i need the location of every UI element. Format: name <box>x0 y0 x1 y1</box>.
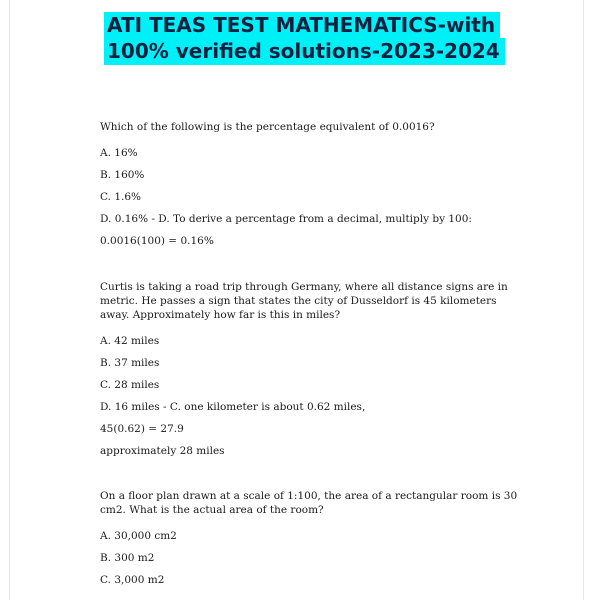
work-2a: 45(0.62) = 27.9 <box>100 423 184 435</box>
option-1c: C. 1.6% <box>100 191 142 203</box>
option-2c: C. 28 miles <box>100 379 160 391</box>
option-1b: B. 160% <box>100 169 145 181</box>
option-2b: B. 37 miles <box>100 357 160 369</box>
option-1a: A. 16% <box>100 147 138 159</box>
option-3c: C. 3,000 m2 <box>100 574 165 586</box>
question-block-3 <box>100 489 520 587</box>
title-line-1: ATI TEAS TEST MATHEMATICS-with <box>104 12 500 39</box>
page-edge-right <box>583 0 584 600</box>
document-title <box>104 12 505 64</box>
page-edge-left <box>9 0 10 600</box>
question-text-2: Curtis is taking a road trip through Germany, where all distance signs are in metric. He passes a sign that states the city of Dusseldorf is 45 kilometers away. Approximately how far is this in miles? <box>100 281 508 321</box>
question-block-1 <box>100 120 520 248</box>
question-text-1: Which of the following is the percentage equivalent of 0.0016? <box>100 121 435 133</box>
question-text-3: On a floor plan drawn at a scale of 1:100, the area of a rectangular room is 30 cm2. What is the actual area of the room? <box>100 490 518 516</box>
option-3b: B. 300 m2 <box>100 552 155 564</box>
option-3a: A. 30,000 cm2 <box>100 530 177 542</box>
option-1d: D. 0.16% - D. To derive a percentage from a decimal, multiply by 100: <box>100 213 472 225</box>
work-2b: approximately 28 miles <box>100 445 225 457</box>
title-line-2: 100% verified solutions-2023-2024 <box>104 38 505 65</box>
work-1a: 0.0016(100) = 0.16% <box>100 235 214 247</box>
document-body <box>100 120 520 595</box>
option-2a: A. 42 miles <box>100 335 160 347</box>
option-2d: D. 16 miles - C. one kilometer is about 0.62 miles, <box>100 401 366 413</box>
question-block-2 <box>100 280 520 458</box>
